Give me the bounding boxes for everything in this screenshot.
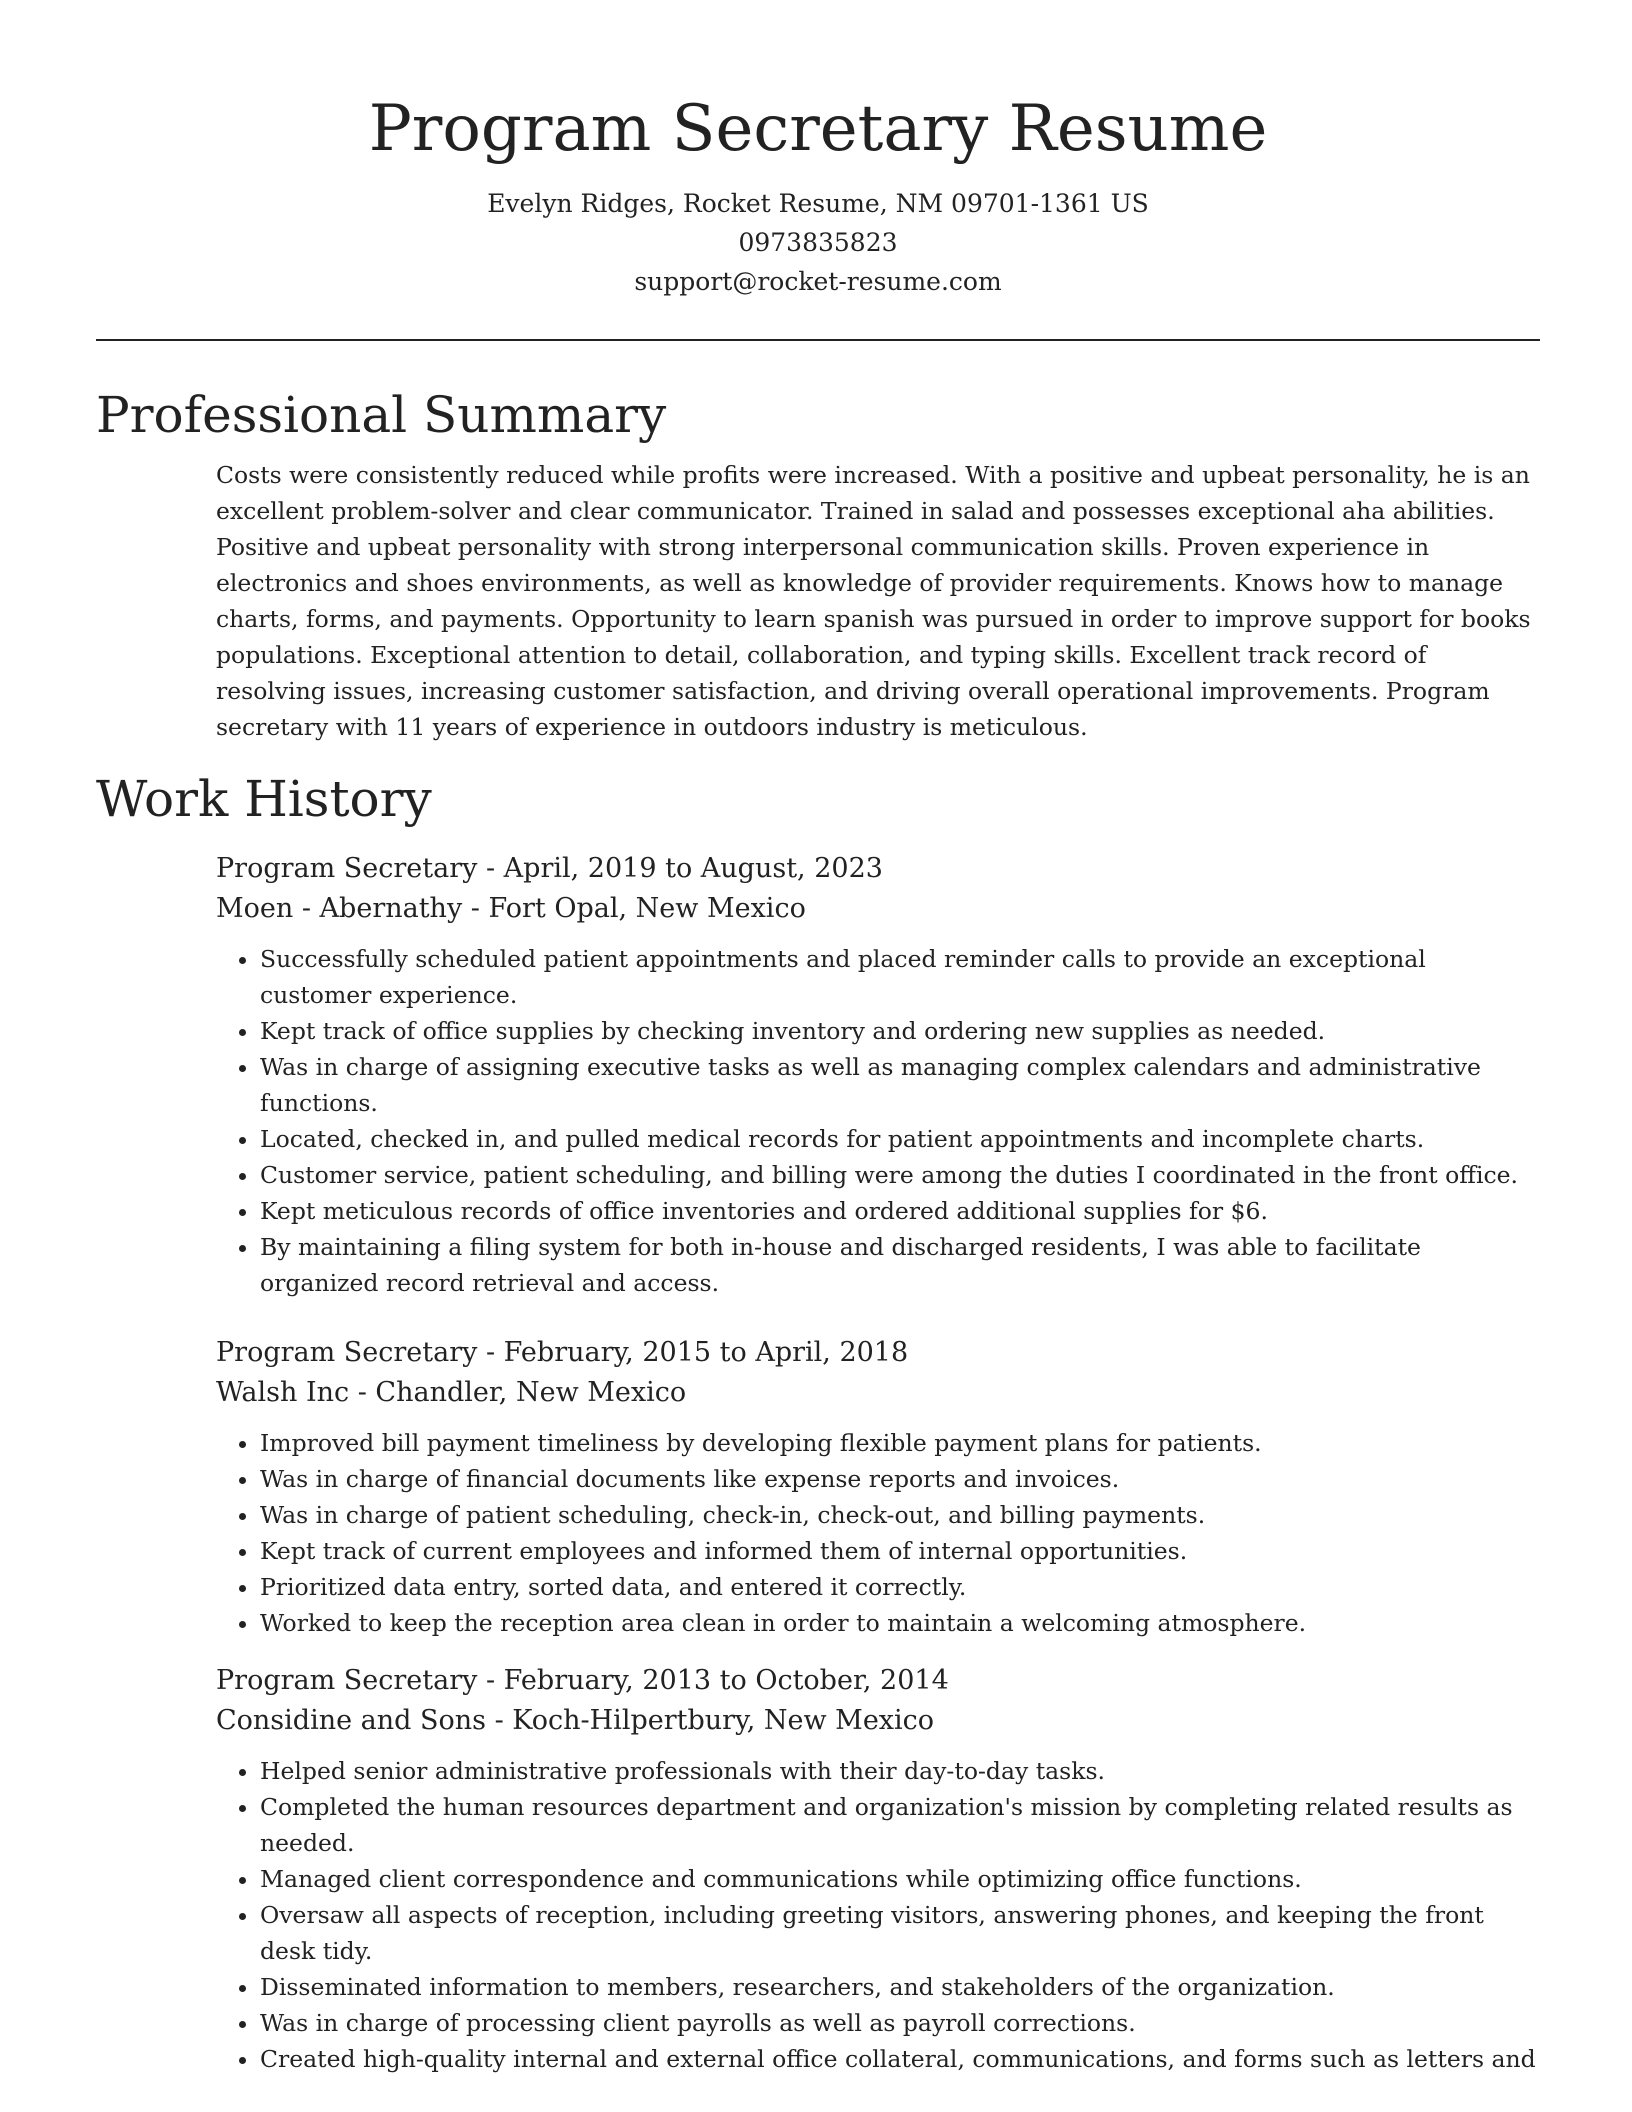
job-duty-item: • Completed the human resources department and organization's mission by completing related results as needed.: [260, 1789, 1540, 1861]
contact-phone: 0973835823: [738, 228, 898, 257]
summary-heading: Professional Summary: [96, 386, 667, 444]
job-duties-list: [216, 1425, 1540, 1641]
job-duty-item: • Was in charge of processing client payrolls as well as payroll corrections.: [260, 2005, 1540, 2041]
job-entry: [216, 849, 1540, 1301]
job-duty-item: • Kept meticulous records of office inventories and ordered additional supplies for $6.: [260, 1193, 1540, 1229]
contact-address: Evelyn Ridges, Rocket Resume, NM 09701-1361 US: [487, 189, 1149, 218]
job-duty-item: • Successfully scheduled patient appointments and placed reminder calls to provide an exceptional customer experience.: [260, 941, 1540, 1013]
summary-text: Costs were consistently reduced while profits were increased. With a positive and upbeat personality, he is an excellent problem-solver and clear communicator. Trained in salad and possesses exceptional aha abilities. Positive and upbeat personality with strong interpersonal communication skills. Proven experience in electronics and shoes environments, as well as knowledge of provider requirements. Knows how to manage charts, forms, and payments. Opportunity to learn spanish was pursued in order to improve support for books populations. Exceptional attention to detail, collaboration, and typing skills. Excellent track record of resolving issues, increasing customer satisfaction, and driving overall operational improvements. Program secretary with 11 years of experience in outdoors industry is meticulous.: [216, 461, 1531, 741]
job-company-line: Walsh Inc - Chandler, New Mexico: [216, 1377, 687, 1408]
job-duty-item: • Prioritized data entry, sorted data, and entered it correctly.: [260, 1569, 1540, 1605]
job-duty-item: • Kept track of office supplies by checking inventory and ordering new supplies as needed.: [260, 1013, 1540, 1049]
job-company-line: Considine and Sons - Koch-Hilpertbury, New Mexico: [216, 1705, 935, 1736]
job-duty-item: • Customer service, patient scheduling, and billing were among the duties I coordinated in the front office.: [260, 1157, 1540, 1193]
job-duty-item: • Worked to keep the reception area clean in order to maintain a welcoming atmosphere.: [260, 1605, 1540, 1641]
job-role-line: Program Secretary - February, 2015 to April, 2018: [216, 1337, 909, 1368]
job-duty-item: • Oversaw all aspects of reception, including greeting visitors, answering phones, and keeping the front desk tidy.: [260, 1897, 1540, 1969]
job-duty-item: • Was in charge of patient scheduling, check-in, check-out, and billing payments.: [260, 1497, 1540, 1533]
job-duty-item: • Improved bill payment timeliness by developing flexible payment plans for patients.: [260, 1425, 1540, 1461]
job-duties-list: [216, 1753, 1540, 2077]
job-entry: [216, 1661, 1540, 2077]
job-duty-item: • Created high-quality internal and external office collateral, communications, and forms such as letters and: [260, 2041, 1540, 2077]
job-role-line: Program Secretary - April, 2019 to August, 2023: [216, 853, 883, 884]
work-history-heading: Work History: [96, 770, 432, 828]
job-company-line: Moen - Abernathy - Fort Opal, New Mexico: [216, 893, 806, 924]
job-duty-item: • Was in charge of financial documents like expense reports and invoices.: [260, 1461, 1540, 1497]
job-duty-item: • Disseminated information to members, researchers, and stakeholders of the organization.: [260, 1969, 1540, 2005]
job-duty-item: • Kept track of current employees and informed them of internal opportunities.: [260, 1533, 1540, 1569]
job-duty-item: • By maintaining a filing system for both in-house and discharged residents, I was able to facilitate organized record retrieval and access.: [260, 1229, 1540, 1301]
header-divider: [96, 339, 1540, 341]
job-duties-list: [216, 941, 1540, 1301]
job-duty-item: • Helped senior administrative professionals with their day-to-day tasks.: [260, 1753, 1540, 1789]
resume-header: [96, 0, 1540, 301]
contact-block: [96, 184, 1540, 301]
job-duty-item: • Located, checked in, and pulled medical records for patient appointments and incomplete charts.: [260, 1121, 1540, 1157]
resume-title: Program Secretary Resume: [368, 92, 1268, 166]
resume-page: [96, 0, 1540, 2077]
contact-email: support@rocket-resume.com: [634, 267, 1002, 296]
job-role-line: Program Secretary - February, 2013 to October, 2014: [216, 1665, 949, 1696]
job-entry: [216, 1333, 1540, 1641]
job-duty-item: • Was in charge of assigning executive tasks as well as managing complex calendars and administrative functions.: [260, 1049, 1540, 1121]
job-duty-item: • Managed client correspondence and communications while optimizing office functions.: [260, 1861, 1540, 1897]
